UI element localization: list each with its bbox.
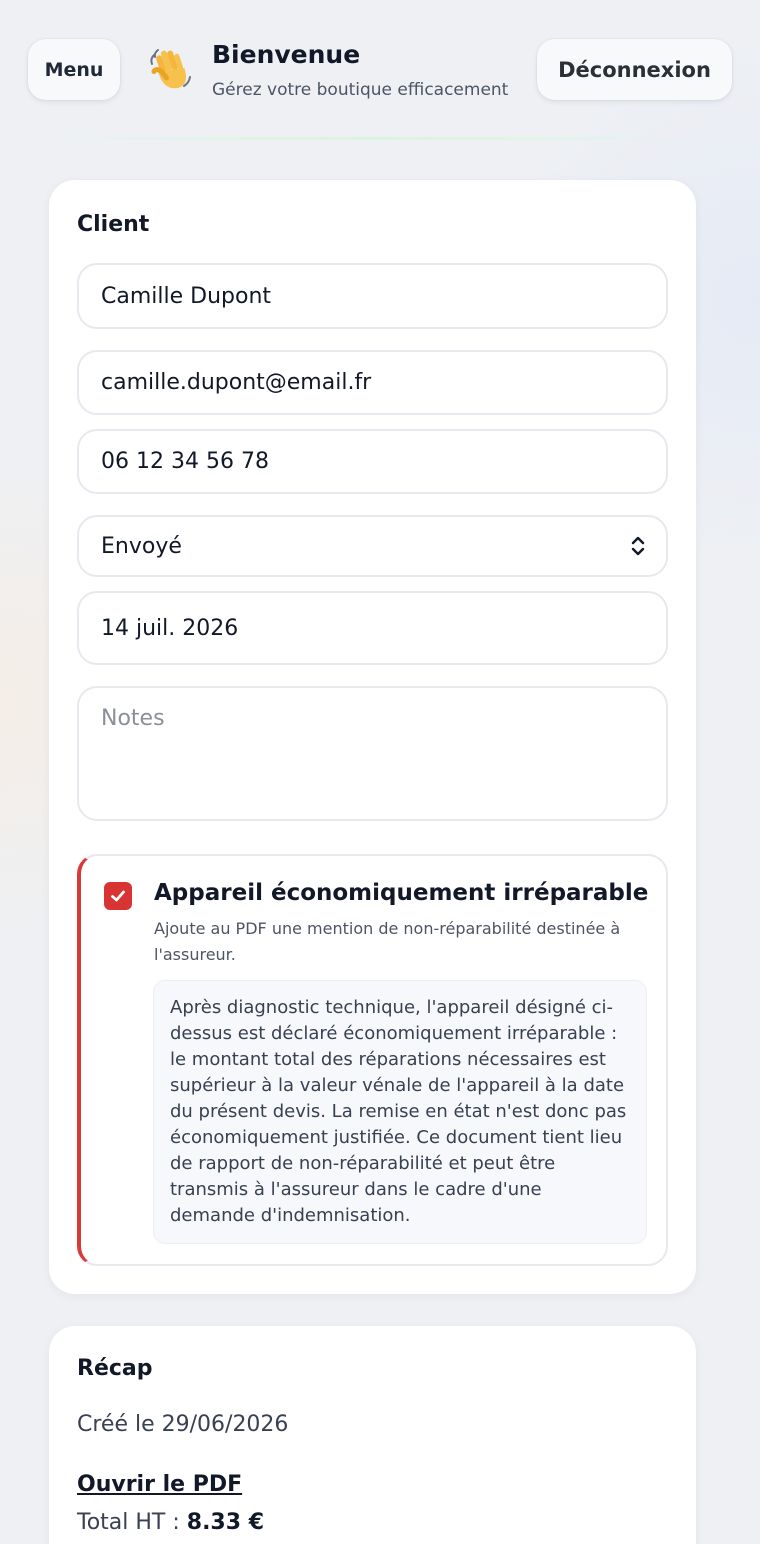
recap-total bbox=[77, 1510, 264, 1535]
client-email-input[interactable] bbox=[101, 370, 644, 395]
total-value: 8.33 € bbox=[186, 1510, 265, 1535]
notes-textarea[interactable] bbox=[101, 688, 644, 819]
client-email-field[interactable] bbox=[77, 350, 668, 415]
client-name-input[interactable] bbox=[101, 284, 644, 309]
recap-created-date: Créé le 29/06/2026 bbox=[77, 1412, 289, 1437]
top-header bbox=[0, 0, 760, 140]
client-phone-input[interactable] bbox=[101, 449, 644, 474]
status-select-value: Envoyé bbox=[101, 533, 182, 559]
open-pdf-link[interactable]: Ouvrir le PDF bbox=[77, 1472, 243, 1497]
client-card bbox=[49, 180, 696, 1294]
status-select[interactable] bbox=[77, 515, 668, 577]
total-label: Total HT : bbox=[77, 1510, 180, 1535]
date-field[interactable] bbox=[77, 591, 668, 665]
irreparable-title[interactable]: Appareil économiquement irréparable bbox=[154, 880, 649, 906]
client-section-title: Client bbox=[77, 212, 150, 237]
welcome-title: Bienvenue bbox=[212, 40, 361, 69]
up-down-chevron-icon bbox=[630, 535, 646, 557]
notes-field[interactable] bbox=[77, 686, 668, 821]
client-name-field[interactable] bbox=[77, 263, 668, 329]
waving-hand-icon bbox=[148, 46, 194, 94]
header-divider bbox=[60, 137, 688, 140]
recap-section-title: Récap bbox=[77, 1356, 153, 1381]
irreparable-legal-text: Après diagnostic technique, l'appareil désigné ci-dessus est déclaré économiquement irréparable : le montant total des réparations nécessaires est supérieur à la valeur vénale de l'appareil à la date du présent devis. La remise en état n'est donc pas économiquement justifiée. Ce document tient lieu de rapport de non-réparabilité et peut être transmis à l'assureur dans le cadre d'une demande d'indemnisation. bbox=[153, 980, 647, 1244]
client-phone-field[interactable] bbox=[77, 429, 668, 494]
recap-card bbox=[49, 1326, 696, 1544]
logout-button[interactable]: Déconnexion bbox=[537, 39, 732, 100]
menu-button[interactable]: Menu bbox=[28, 39, 120, 100]
irreparable-checkbox[interactable] bbox=[104, 882, 132, 910]
check-icon bbox=[109, 887, 127, 905]
welcome-subtitle: Gérez votre boutique efficacement bbox=[212, 80, 509, 100]
irreparable-option bbox=[77, 854, 668, 1266]
date-input[interactable] bbox=[101, 616, 644, 641]
irreparable-description: Ajoute au PDF une mention de non-réparabilité destinée à l'assureur. bbox=[154, 919, 621, 964]
